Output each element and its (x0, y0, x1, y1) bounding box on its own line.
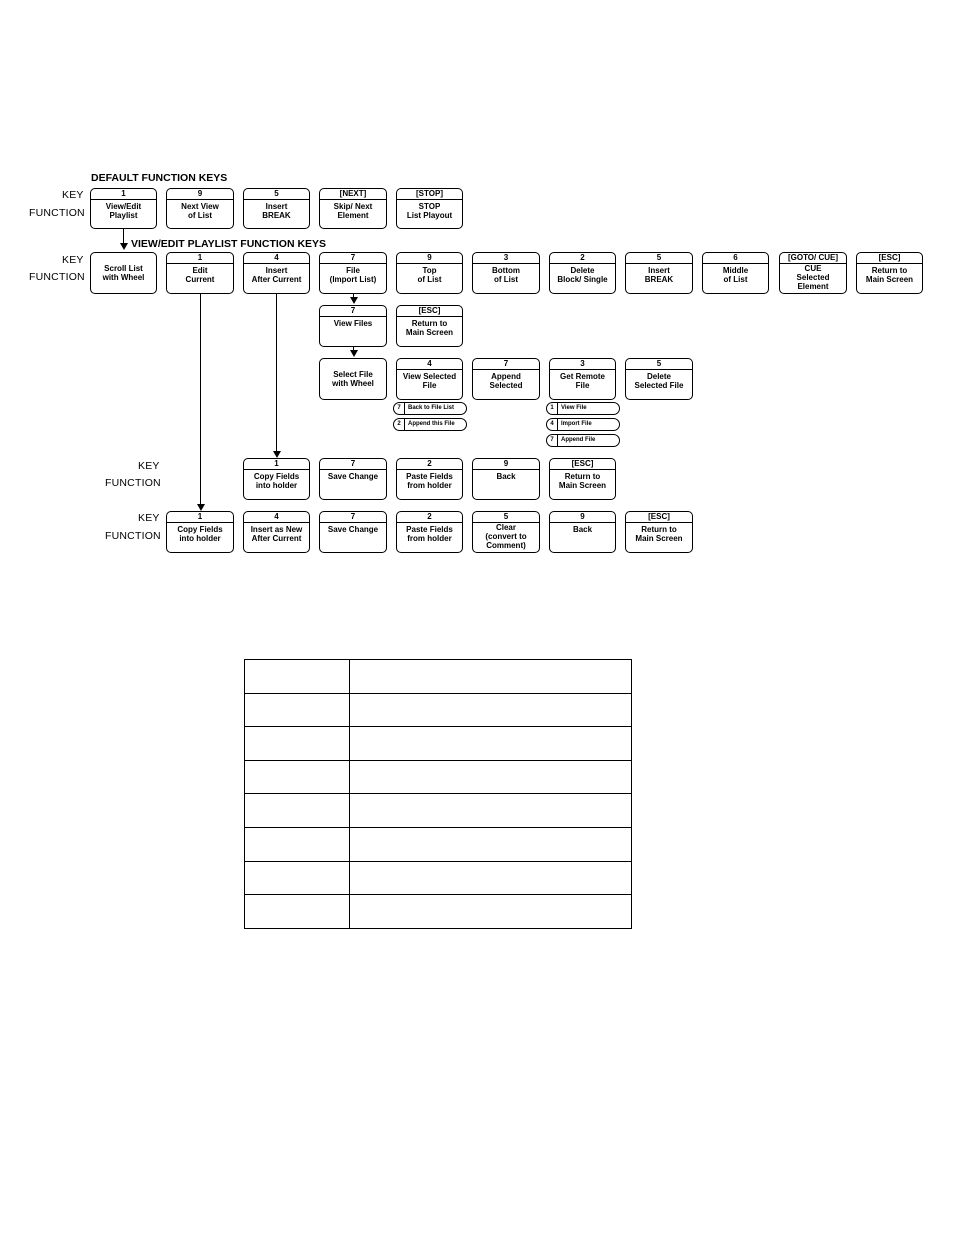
key-paste-fields (396, 511, 463, 553)
option-label: View File (561, 405, 587, 411)
row-label-function: FUNCTION (29, 207, 85, 219)
key-function: Append Selected (489, 372, 523, 391)
key-edit-current (166, 252, 234, 294)
option-append-this-file (393, 418, 467, 431)
key-number: 7 (320, 512, 386, 523)
key-insert-as-new (243, 511, 310, 553)
row-label-key: KEY (138, 460, 160, 472)
table-row (245, 760, 632, 794)
key-function: CUE Selected Element (796, 264, 830, 292)
key-number: 4 (244, 512, 309, 523)
key-number: [ESC] (550, 459, 615, 470)
key-select-file (319, 358, 387, 400)
key-number: 3 (550, 359, 615, 370)
key-number: [ESC] (857, 253, 922, 264)
empty-key-table (244, 659, 632, 929)
row-label-key: KEY (62, 189, 84, 201)
key-function: Select File with Wheel (332, 370, 374, 389)
key-number: 9 (550, 512, 615, 523)
key-return-main-screen (856, 252, 923, 294)
key-function: View Files (333, 319, 373, 328)
row-label-function: FUNCTION (105, 477, 161, 489)
key-return-main-screen (396, 305, 463, 347)
key-function: Paste Fields from holder (406, 525, 453, 544)
row-label-function: FUNCTION (29, 271, 85, 283)
key-get-remote-file (549, 358, 616, 400)
row-label-key: KEY (138, 512, 160, 524)
key-number: [GOTO/ CUE] (780, 253, 846, 264)
table-cell (245, 794, 350, 828)
connector-arrowhead (350, 297, 358, 304)
key-function: Next View of List (181, 202, 219, 221)
key-number: 9 (167, 189, 233, 200)
key-number: 7 (320, 306, 386, 317)
key-number: 1 (167, 253, 233, 264)
key-stop (396, 188, 463, 229)
table-row (245, 727, 632, 761)
key-delete-block-single (549, 252, 616, 294)
key-function: Delete Block/ Single (557, 266, 608, 285)
table-row (245, 827, 632, 861)
key-number: 5 (626, 253, 692, 264)
table-cell (350, 827, 632, 861)
connector-arrowhead (273, 451, 281, 458)
key-append-selected (472, 358, 540, 400)
connector-arrowhead (197, 504, 205, 511)
table-cell (245, 660, 350, 694)
key-number: 7 (473, 359, 539, 370)
key-function: Return to Main Screen (405, 319, 454, 338)
table-row (245, 693, 632, 727)
table-cell (245, 693, 350, 727)
table-row (245, 660, 632, 694)
table-cell (350, 727, 632, 761)
key-next-view (166, 188, 234, 229)
key-number: [NEXT] (320, 189, 386, 200)
table-cell (350, 895, 632, 929)
key-number: 2 (397, 459, 462, 470)
key-insert-after-current (243, 252, 310, 294)
key-function: Bottom of List (492, 266, 520, 285)
key-function: Delete Selected File (634, 372, 684, 391)
option-key: 7 (394, 403, 405, 414)
key-view-edit-playlist (90, 188, 157, 229)
key-view-selected-file (396, 358, 463, 400)
connector-arrowhead (120, 243, 128, 250)
key-number: 1 (244, 459, 309, 470)
row-label-function: FUNCTION (105, 530, 161, 542)
key-number: 4 (397, 359, 462, 370)
key-function: Save Change (327, 525, 379, 534)
key-number: 7 (320, 459, 386, 470)
key-paste-fields (396, 458, 463, 500)
option-key: 7 (547, 435, 558, 446)
option-import-file (546, 418, 620, 431)
key-return-main-screen (549, 458, 616, 500)
table-cell (245, 827, 350, 861)
key-function: Middle of List (722, 266, 749, 285)
row-label-key: KEY (62, 254, 84, 266)
key-function: Insert BREAK (644, 266, 674, 285)
key-skip-next (319, 188, 387, 229)
key-middle-of-list (702, 252, 769, 294)
key-number: 2 (397, 512, 462, 523)
key-file-import-list (319, 252, 387, 294)
key-return-main-screen (625, 511, 693, 553)
key-number: 9 (397, 253, 462, 264)
key-number: 7 (320, 253, 386, 264)
table-cell (350, 794, 632, 828)
key-scroll-list (90, 252, 157, 294)
option-key: 2 (394, 419, 405, 430)
option-label: Append this File (408, 421, 455, 427)
key-function: STOP List Playout (406, 202, 453, 221)
key-top-of-list (396, 252, 463, 294)
key-save-change (319, 458, 387, 500)
key-function: Copy Fields into holder (177, 525, 223, 544)
key-save-change (319, 511, 387, 553)
key-function: Copy Fields into holder (253, 472, 300, 491)
option-key: 1 (547, 403, 558, 414)
key-function: Insert as New After Current (250, 525, 303, 544)
table-cell (350, 660, 632, 694)
table-row (245, 794, 632, 828)
option-label: Import File (561, 421, 592, 427)
key-insert-break-2 (625, 252, 693, 294)
option-view-file (546, 402, 620, 415)
key-number: 5 (244, 189, 309, 200)
key-copy-fields (243, 458, 310, 500)
option-key: 4 (547, 419, 558, 430)
key-number: 5 (626, 359, 692, 370)
key-number: 1 (167, 512, 233, 523)
connector-line (200, 294, 201, 504)
table-cell (245, 727, 350, 761)
key-function: Scroll List with Wheel (102, 264, 145, 283)
key-function: Insert BREAK (262, 202, 291, 221)
key-function: Skip/ Next Element (333, 202, 373, 221)
table-row (245, 861, 632, 895)
key-function: Edit Current (185, 266, 215, 285)
option-append-file (546, 434, 620, 447)
option-label: Append File (561, 437, 596, 443)
key-delete-selected-file (625, 358, 693, 400)
key-view-files (319, 305, 387, 347)
connector-arrowhead (350, 350, 358, 357)
key-clear-convert (472, 511, 540, 553)
key-copy-fields (166, 511, 234, 553)
option-label: Back to File List (408, 405, 455, 411)
key-number: [ESC] (626, 512, 692, 523)
key-number: [STOP] (397, 189, 462, 200)
key-function: Return to Main Screen (558, 472, 607, 491)
key-function: Insert After Current (251, 266, 302, 285)
key-function: File (Import List) (329, 266, 377, 285)
table-cell (245, 861, 350, 895)
key-number: 2 (550, 253, 615, 264)
table-cell (245, 895, 350, 929)
key-function: View/Edit Playlist (105, 202, 142, 221)
table-cell (350, 693, 632, 727)
key-cue-selected (779, 252, 847, 294)
key-number: 4 (244, 253, 309, 264)
key-insert-break (243, 188, 310, 229)
connector-line (123, 229, 124, 243)
table-cell (350, 861, 632, 895)
key-number: 5 (473, 512, 539, 523)
key-back (472, 458, 540, 500)
option-back-to-file-list (393, 402, 467, 415)
connector-line (276, 294, 277, 451)
key-number: 9 (473, 459, 539, 470)
key-bottom-of-list (472, 252, 540, 294)
key-number: 6 (703, 253, 768, 264)
table-cell (350, 760, 632, 794)
key-function: Save Change (327, 472, 379, 481)
key-function: Get Remote File (560, 372, 605, 391)
key-function: Back (572, 525, 593, 534)
key-number: 1 (91, 189, 156, 200)
default-keys-heading: DEFAULT FUNCTION KEYS (91, 172, 228, 184)
key-function: Paste Fields from holder (406, 472, 453, 491)
view-edit-keys-heading: VIEW/EDIT PLAYLIST FUNCTION KEYS (131, 238, 327, 250)
key-number: [ESC] (397, 306, 462, 317)
table-cell (245, 760, 350, 794)
key-function: Top of List (417, 266, 442, 285)
table-row (245, 895, 632, 929)
key-function: View Selected File (402, 372, 457, 391)
key-function: Back (496, 472, 516, 481)
key-back (549, 511, 616, 553)
key-function: Return to Main Screen (865, 266, 914, 285)
key-number: 3 (473, 253, 539, 264)
key-function: Return to Main Screen (635, 525, 683, 544)
key-function: Clear (convert to Comment) (485, 523, 527, 551)
